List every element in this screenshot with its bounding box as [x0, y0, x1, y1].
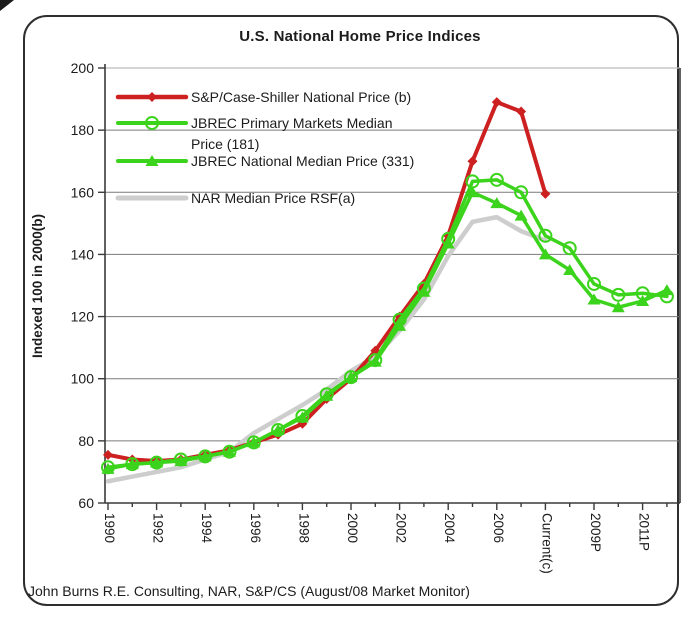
x-tick-label: 2006 — [490, 513, 506, 544]
marker-jbrec-national — [660, 284, 673, 295]
y-tick-label: 180 — [70, 122, 94, 139]
x-tick-label: 1994 — [199, 513, 215, 544]
legend-label-jbrec-primary: JBREC Primary Markets Median — [191, 115, 393, 131]
y-tick-label: 200 — [70, 60, 94, 76]
x-tick-label: 2004 — [442, 513, 458, 544]
x-tick-label: 2002 — [393, 513, 409, 544]
y-tick-label: 160 — [70, 184, 94, 201]
marker-sp-case-shiller — [516, 107, 526, 117]
x-tick-label: 1998 — [296, 513, 312, 544]
legend-label-jbrec-national: JBREC National Median Price (331) — [191, 153, 415, 169]
y-tick-label: 60 — [78, 495, 94, 511]
x-tick-label: 2009P — [588, 513, 603, 553]
y-tick-label: 140 — [70, 246, 94, 263]
legend-marker-sp-case-shiller — [147, 92, 157, 102]
x-tick-label: 2011P — [636, 513, 652, 552]
x-tick-label: Current(c) — [539, 513, 555, 574]
y-tick-label: 120 — [70, 308, 94, 325]
y-tick-label: 100 — [70, 370, 94, 387]
x-tick-label: 1990 — [102, 513, 117, 544]
chart-line-jbrec-primary — [108, 180, 667, 467]
y-axis-title: Indexed 100 in 2000(b) — [30, 213, 45, 359]
legend-label-nar: NAR Median Price RSF(a) — [191, 190, 356, 206]
x-tick-label: 1992 — [150, 513, 166, 544]
source-caption: John Burns R.E. Consulting, NAR, S&P/CS (August/08 Market Monitor) — [28, 583, 470, 599]
legend-label-jbrec-primary: Price (181) — [191, 136, 260, 152]
y-tick-label: 80 — [78, 432, 94, 449]
marker-sp-case-shiller — [540, 189, 550, 199]
x-tick-label: 2000 — [345, 513, 360, 544]
chart-title: U.S. National Home Price Indices — [239, 28, 481, 45]
x-tick-label: 1996 — [247, 513, 263, 544]
chart-line-nar — [108, 217, 545, 481]
legend-label-sp-case-shiller: S&P/Case-Shiller National Price (b) — [191, 89, 412, 105]
